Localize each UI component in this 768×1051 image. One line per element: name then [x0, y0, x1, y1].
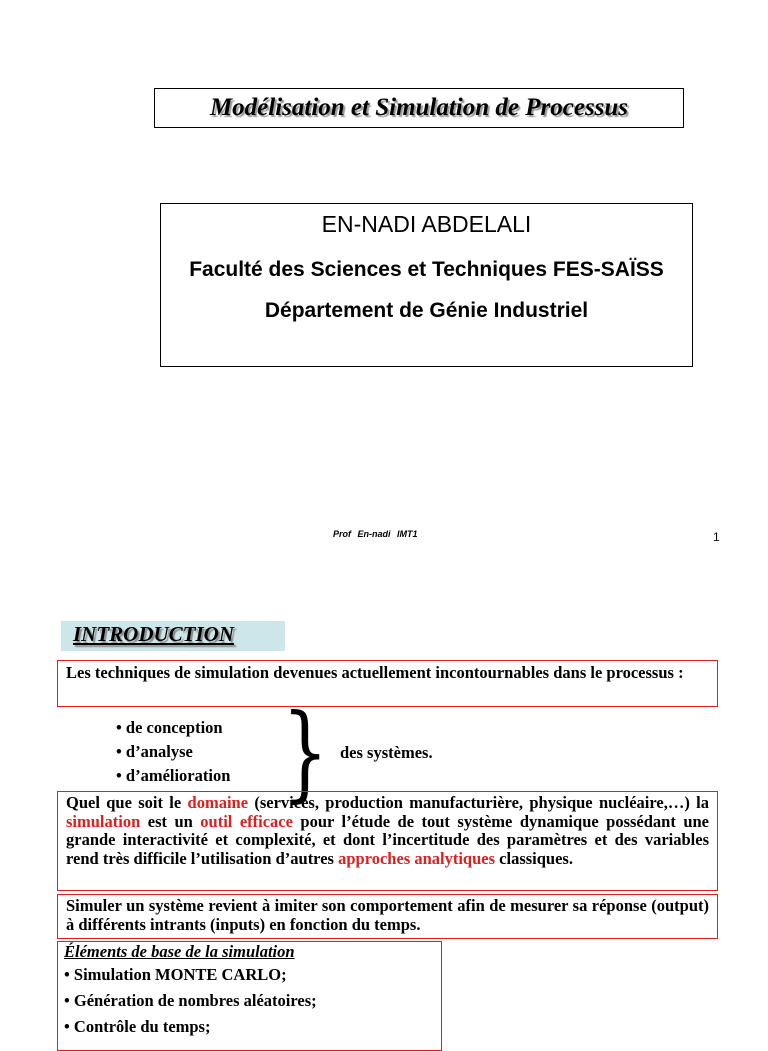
section-heading: INTRODUCTION	[61, 621, 285, 651]
highlight-outil-efficace: outil efficace	[200, 811, 293, 831]
list-item: • Simulation MONTE CARLO;	[64, 965, 287, 984]
list-item: • d’amélioration	[116, 766, 231, 785]
highlight-approches-analytiques: approches analytiques	[338, 848, 496, 868]
brace-label: des systèmes.	[340, 743, 433, 762]
domaine-paragraph	[57, 791, 718, 891]
text-run: pour l’étude de tout système dynamique possédant une grande interactivité et complexité, et dont l’incertitude des paramètres et des variables rend très difficile l’utilisation d’autres	[66, 811, 709, 868]
text-run: (services, production manufacturière, physique nucléaire,…) la	[248, 793, 709, 812]
list-item: • Contrôle du temps;	[64, 1017, 211, 1036]
highlight-domaine: domaine	[187, 793, 249, 812]
text-run: Quel que soit le	[66, 793, 188, 812]
list-item: • Génération de nombres aléatoires;	[64, 991, 317, 1010]
techniques-paragraph: Les techniques de simulation devenues actuellement incontournables dans le processus :	[57, 660, 718, 707]
page-number: 1	[713, 530, 720, 544]
process-bullet-list	[116, 716, 230, 788]
list-item: • de conception	[116, 718, 223, 737]
author-name: EN-NADI ABDELALI	[321, 211, 532, 237]
highlight-simulation: simulation	[66, 811, 141, 831]
slide-title: Modélisation et Simulation de Processus	[154, 88, 684, 128]
simuler-paragraph: Simuler un système revient à imiter son comportement afin de mesurer sa réponse (output) à différents intrants (inputs) en fonction du temps.	[57, 894, 718, 939]
text-run: est un	[140, 811, 201, 831]
department-name: Département de Génie Industriel	[264, 299, 589, 322]
author-box	[160, 203, 693, 367]
elements-title: Éléments de base de la simulation	[64, 942, 295, 961]
elements-box	[57, 941, 442, 1051]
curly-brace-icon: }	[282, 691, 329, 813]
faculty-name: Faculté des Sciences et Techniques FES-SAÏSS	[189, 258, 664, 281]
slide-footer: Prof En-nadi IMT1	[333, 529, 418, 539]
list-item: • d’analyse	[116, 742, 193, 761]
text-run: classiques.	[495, 848, 573, 868]
